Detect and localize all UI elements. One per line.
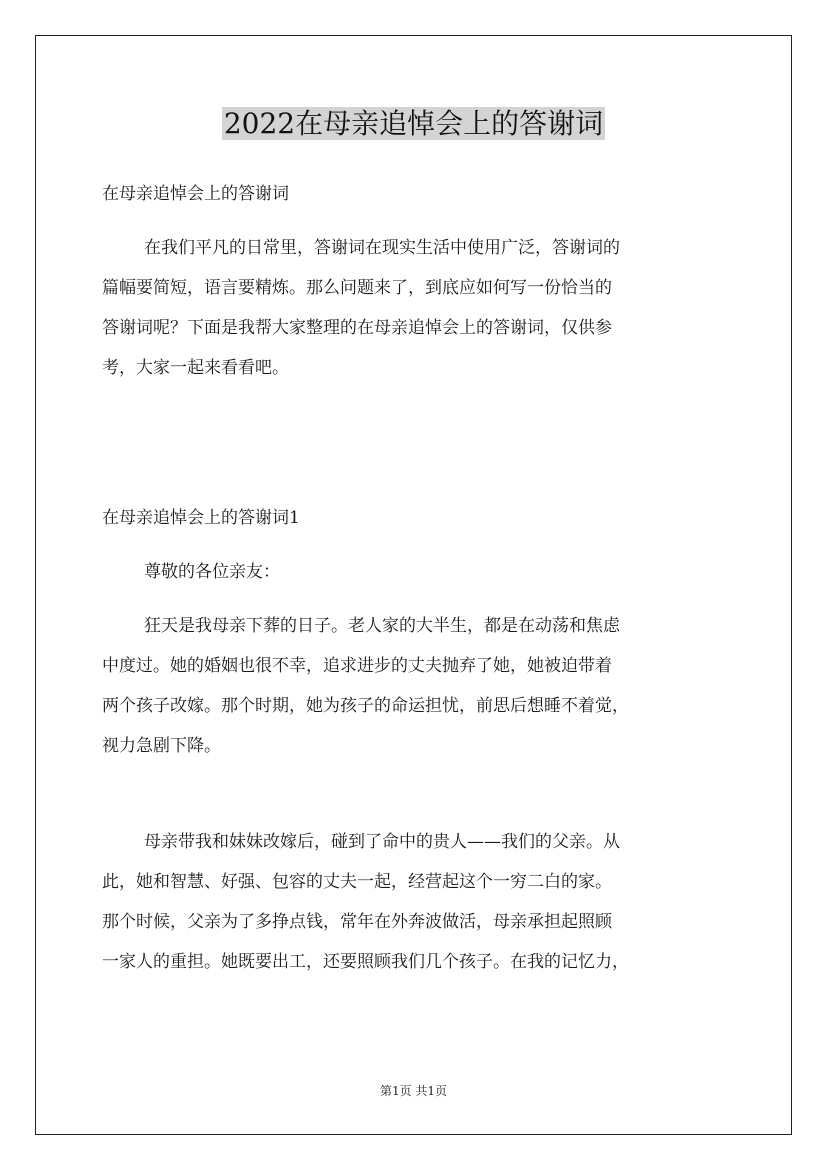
document-title [0,104,827,144]
document-title-text: 2022在母亲追悼会上的答谢词 [223,107,604,140]
intro-paragraph [102,228,730,388]
para2-line-1: 母亲带我和妹妹改嫁后，碰到了命中的贵人——我们的父亲。从 [144,832,620,852]
para1-line-1: 狂天是我母亲下葬的日子。老人家的大半生，都是在动荡和焦虑 [144,616,620,636]
paragraph-2 [102,822,730,982]
para1-line-4: 视力急剧下降。 [102,736,221,756]
intro-line-4: 考，大家一起来看看吧。 [102,358,289,378]
intro-line-1: 在我们平凡的日常里，答谢词在现实生活中使用广泛，答谢词的 [144,238,620,258]
para1-line-2: 中度过。她的婚姻也很不幸，追求进步的丈夫抛弃了她，她被迫带着 [102,656,612,676]
page-footer: 第1页 共1页 [379,1084,448,1098]
intro-line-2: 篇幅要简短，语言要精炼。那么问题来了，到底应如何写一份恰当的 [102,278,612,298]
intro-line-3: 答谢词呢？下面是我帮大家整理的在母亲追悼会上的答谢词，仅供参 [102,318,612,338]
para2-line-3: 那个时候，父亲为了多挣点钱，常年在外奔波做活，母亲承担起照顾 [102,912,612,932]
para2-line-4: 一家人的重担。她既要出工，还要照顾我们几个孩子。在我的记忆力， [102,952,629,972]
document-subtitle: 在母亲追悼会上的答谢词 [102,184,289,204]
section-heading: 在母亲追悼会上的答谢词1 [102,508,300,528]
para2-line-2: 此，她和智慧、好强、包容的丈夫一起，经营起这个一穷二白的家。 [102,872,612,892]
para1-line-3: 两个孩子改嫁。那个时期，她为孩子的命运担忧，前思后想睡不着觉， [102,696,629,716]
salutation: 尊敬的各位亲友： [144,562,280,582]
paragraph-1 [102,606,730,766]
